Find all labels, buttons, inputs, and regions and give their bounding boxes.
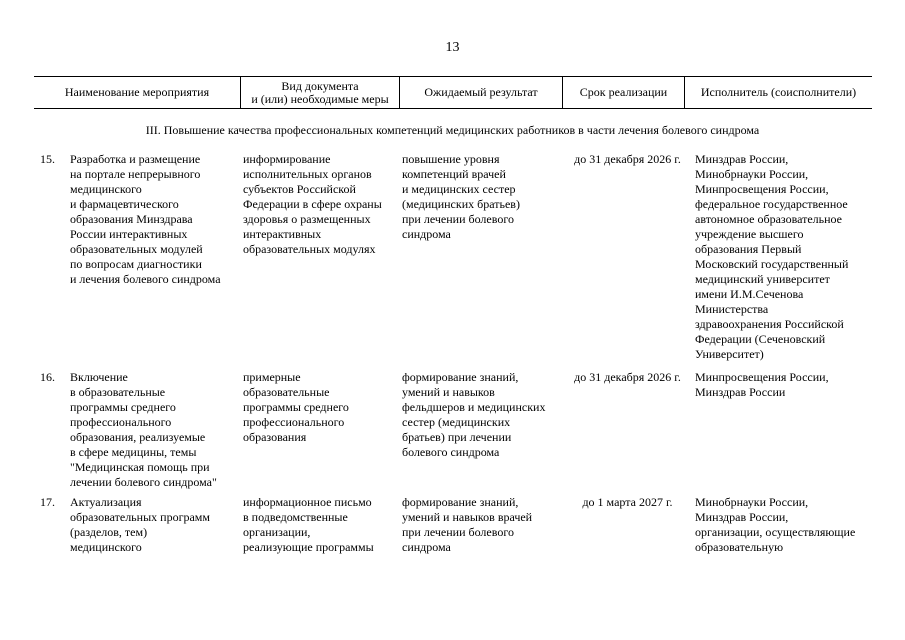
row-number: 15. [40, 152, 55, 166]
header-executor: Исполнитель (соисполнители) [700, 85, 857, 99]
row-deadline: до 1 марта 2027 г. [582, 495, 673, 509]
row-document: информационное письмо в подведомственные организации, реализующие программы [243, 495, 374, 554]
row-number: 16. [40, 370, 55, 384]
header-document: Вид документа и (или) необходимые меры [251, 78, 389, 106]
row-executor: Минпросвещения России, Минздрав России [695, 370, 829, 399]
row-event: Актуализация образовательных программ (разделов, тем) медицинского [70, 495, 210, 554]
row-number: 17. [40, 495, 55, 509]
header-deadline: Срок реализации [579, 85, 668, 99]
section-title: III. Повышение качества профессиональных компетенций медицинских работников в части лечения болевого синдрома [145, 123, 760, 137]
row-executor: Минздрав России, Минобрнауки России, Минпросвещения России, федеральное государственное автономное образовательное учреждение высшего образования Первый Московский государственный медицинский университет имени И.М.Сеченова Министерства здравоохранения Российской Федерации (Сеченовский Университет) [695, 152, 849, 361]
row-document: примерные образовательные программы среднего профессионального образования [243, 370, 349, 444]
row-event: Разработка и размещение на портале непрерывного медицинского и фармацевтического образования Минздрава России интерактивных образовательных модулей по вопросам диагностики и лечения болевого синдрома [70, 152, 221, 286]
row-document: информирование исполнительных органов субъектов Российской Федерации в сфере охраны здоровья о размещенных интерактивных образовательных модулях [243, 152, 382, 256]
row-deadline: до 31 декабря 2026 г. [574, 152, 681, 166]
row-result: формирование знаний, умений и навыков фельдшеров и медицинских сестер (медицинских братьев) при лечении болевого синдрома [402, 370, 546, 459]
header-result: Ожидаемый результат [424, 85, 538, 99]
row-deadline: до 31 декабря 2026 г. [574, 370, 681, 384]
table-header [34, 76, 872, 109]
row-result: повышение уровня компетенций врачей и медицинских сестер (медицинских братьев) при лечении болевого синдрома [402, 152, 520, 241]
row-result: формирование знаний, умений и навыков врачей при лечении болевого синдрома [402, 495, 533, 554]
row-executor: Минобрнауки России, Минздрав России, организации, осуществляющие образовательную [695, 495, 856, 554]
row-event: Включение в образовательные программы среднего профессионального образования, реализуемые в сфере медицины, темы "Медицинская помощь при лечении болевого синдрома" [70, 370, 217, 489]
page-number: 13 [445, 40, 460, 55]
header-event: Наименование мероприятия [64, 85, 210, 99]
